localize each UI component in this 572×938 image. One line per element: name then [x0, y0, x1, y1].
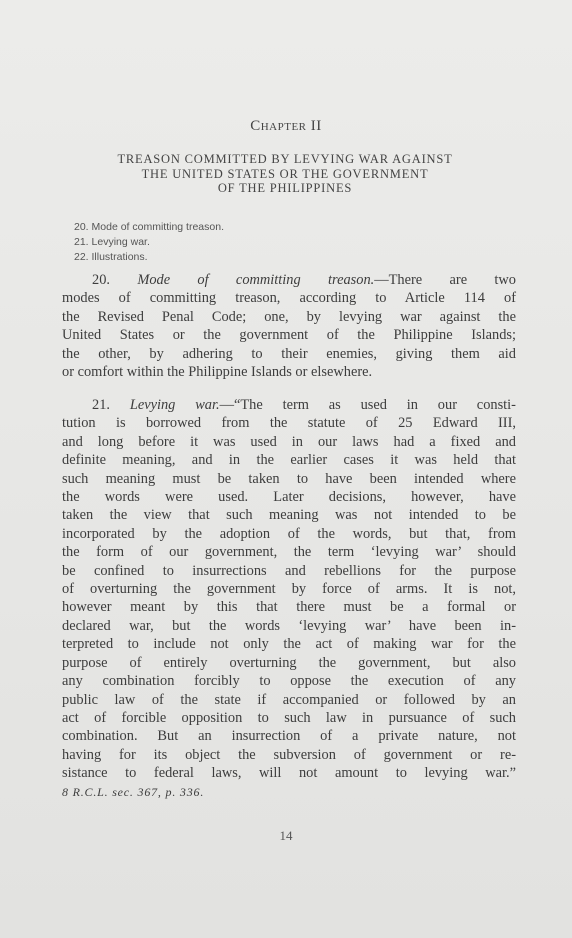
section-21-paragraph	[62, 396, 516, 801]
chapter-title-line: TREASON COMMITTED BY LEVYING WAR AGAINST	[117, 152, 453, 166]
paragraph-line: however meant by this that there must be a formal or	[62, 599, 516, 616]
section-number: 20.	[92, 272, 110, 288]
paragraph-line: or comfort within the Philippine Islands or elsewhere.	[62, 364, 373, 381]
paragraph-line: 20. Mode of committing treason.—There are two	[92, 272, 516, 288]
chapter-title	[50, 152, 520, 196]
chapter-title-line: THE UNITED STATES OR THE GOVERNMENT	[141, 166, 429, 181]
section-contents-list	[74, 220, 224, 265]
paragraph-line: United States or the government of the Philippine Islands;	[62, 327, 516, 344]
paragraph-line: 21. Levying war.—“The term as used in our consti-	[92, 397, 516, 413]
paragraph-line: be confined to insurrections and rebellions for the purpose	[62, 562, 516, 579]
paragraph-line: tution is borrowed from the statute of 25 Edward III,	[62, 415, 516, 432]
paragraph-line: the Revised Penal Code; one, by levying war against the	[62, 308, 516, 325]
section-heading: Levying war.	[129, 397, 220, 413]
em-dash: —	[374, 272, 389, 288]
chapter-title-line: OF THE PHILIPPINES	[217, 181, 353, 195]
paragraph-line: sistance to federal laws, will not amount to levying war.”	[62, 765, 516, 782]
em-dash: —	[219, 397, 234, 413]
contents-item: 22. Illustrations.	[74, 251, 148, 263]
contents-item: 20. Mode of committing treason.	[74, 221, 224, 233]
paragraph-line: modes of committing treason, according to Article 114 of	[62, 290, 516, 307]
paragraph-line: definite meaning, and in the earlier cases it was held that	[62, 452, 516, 469]
page-number: 14	[279, 828, 293, 843]
chapter-label: Chapter II	[250, 118, 322, 134]
paragraph-line: public law of the state if accompanied or followed by an	[62, 691, 516, 708]
paragraph-line: the form of our government, the term ‘levying war’ should	[62, 544, 516, 561]
paragraph-line: declared war, but the words ‘levying war’ have been in-	[62, 617, 516, 634]
section-heading: Mode of committing treason.	[137, 272, 375, 288]
paragraph-line: terpreted to include not only the act of making war for the	[62, 636, 516, 653]
section-20-paragraph	[62, 271, 516, 381]
chapter-heading	[0, 118, 572, 135]
paragraph-line: taken the view that such meaning was not intended to be	[62, 507, 516, 524]
paragraph-line: of overturning the government by force of arms. It is not,	[62, 581, 516, 598]
paragraph-line: the other, by adhering to their enemies, giving them aid	[62, 345, 516, 362]
paragraph-line: any combination forcibly to oppose the execution of any	[62, 673, 516, 690]
section-number: 21.	[92, 397, 110, 413]
citation: 8 R.C.L. sec. 367, p. 336.	[62, 784, 205, 799]
contents-item: 21. Levying war.	[74, 236, 150, 248]
paragraph-line: and long before it was used in our laws had a fixed and	[62, 433, 516, 450]
paragraph-line: purpose of entirely overturning the government, but also	[62, 654, 516, 671]
paragraph-line: such meaning must be taken to have been intended where	[62, 470, 516, 487]
paragraph-line: the words were used. Later decisions, however, have	[62, 489, 516, 506]
paragraph-line: act of forcible opposition to such law in pursuance of such	[62, 709, 516, 726]
paragraph-line: incorporated by the adoption of the words, but that, from	[62, 525, 516, 542]
paragraph-line: combination. But an insurrection of a private nature, not	[62, 728, 516, 745]
paragraph-line: having for its object the subversion of government or re-	[62, 746, 516, 763]
